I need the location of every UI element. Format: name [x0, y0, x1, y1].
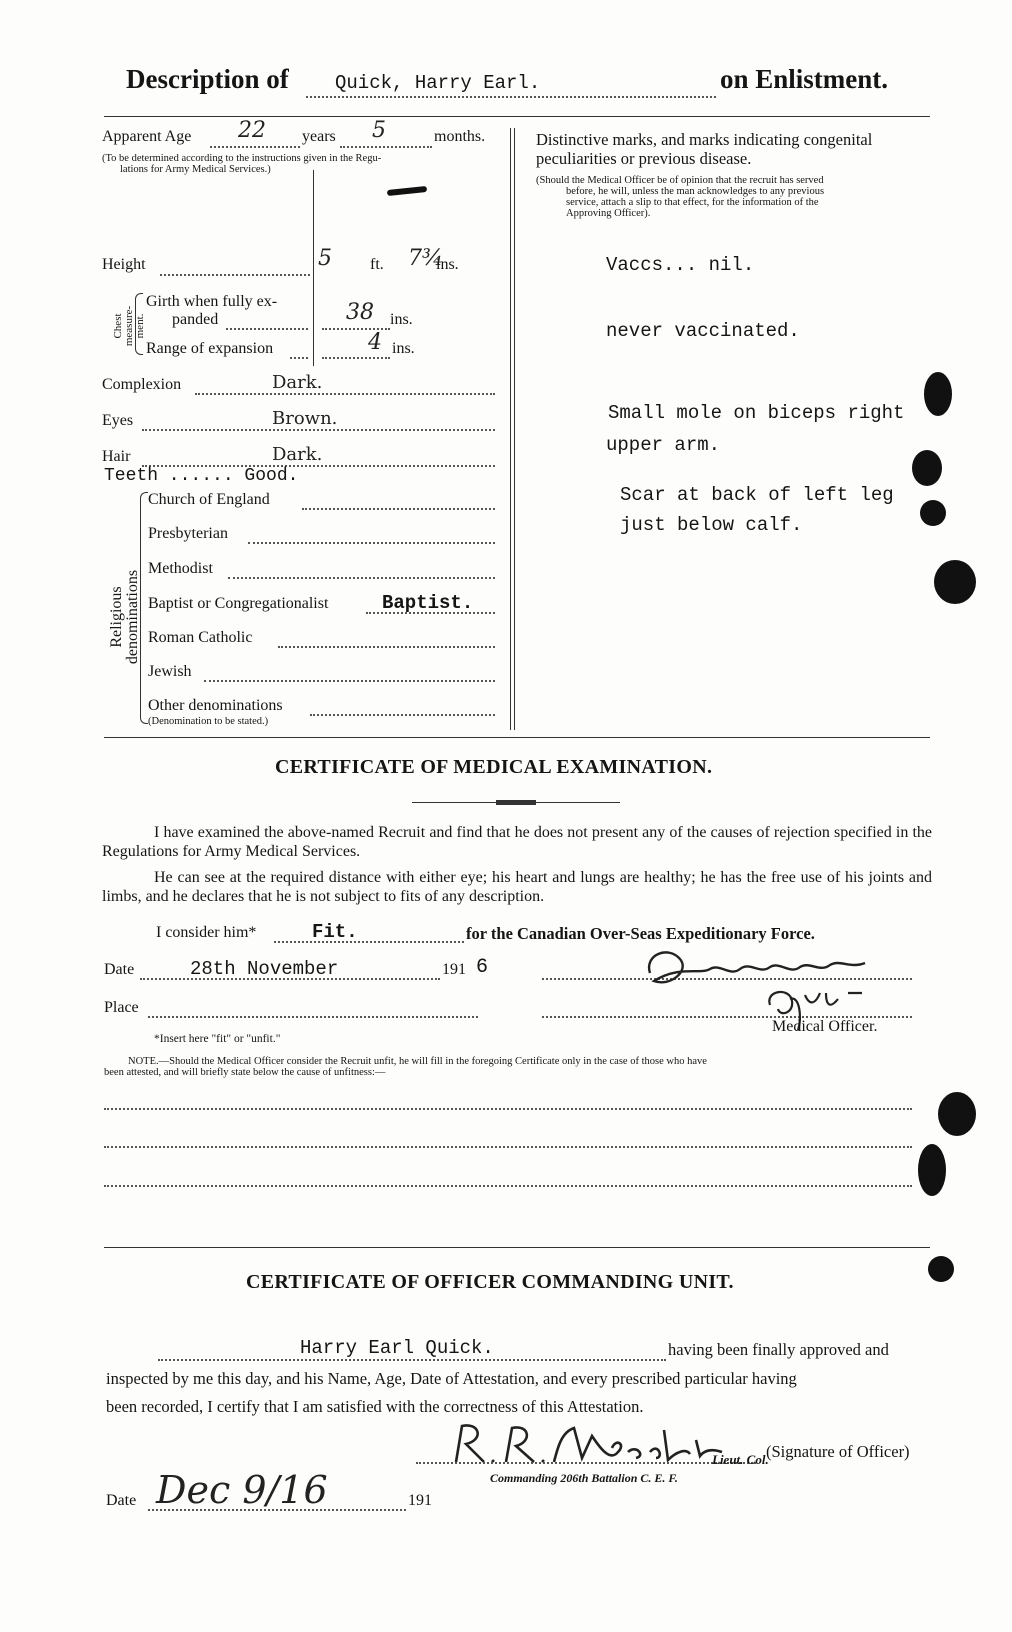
marks-line-1: Vaccs... nil.: [606, 254, 755, 276]
chest-label: Chest measure- ment.: [112, 305, 146, 347]
height-ins-value: 7¾: [408, 246, 444, 271]
punch-hole-5: [938, 1092, 976, 1136]
teeth-typed: Teeth ...... Good.: [104, 466, 299, 486]
age-months-value: 5: [372, 118, 386, 143]
medical-para-1: I have examined the above-named Recruit and find that he does not present any of the causes of rejection specified in the Regulations for Army Medical Services.: [102, 824, 932, 860]
marks-line-3: Small mole on biceps right: [608, 402, 905, 424]
measure-column-rule: [313, 170, 314, 366]
complexion-value: Dark.: [272, 372, 323, 393]
section-rule-2: [104, 1247, 930, 1248]
section-rule-1: [104, 737, 930, 738]
form-title: [0, 0, 1012, 110]
fitness-value: Fit.: [312, 921, 358, 943]
marks-line-6: just below calf.: [620, 514, 803, 536]
medical-date-value: 28th November: [190, 958, 339, 980]
eyes-value: Brown.: [272, 408, 338, 429]
commanding-officer-signature: [450, 1418, 730, 1478]
medical-officer-signature: [640, 935, 900, 1030]
girth-value: 38: [346, 300, 374, 325]
marks-line-4: upper arm.: [606, 434, 721, 456]
religion-value: Baptist.: [382, 592, 474, 614]
officer-rank: Lieut. Col.: [712, 1452, 769, 1467]
height-ft-value: 5: [318, 246, 332, 271]
marks-line-5: Scar at back of left leg: [620, 484, 894, 506]
title-prefix: Description of: [126, 64, 289, 94]
punch-hole-4: [934, 560, 976, 604]
recruit-name-typed: Quick, Harry Earl.: [335, 72, 541, 94]
punch-hole-2: [912, 450, 942, 486]
punch-hole-6: [918, 1144, 946, 1196]
punch-hole-1: [924, 372, 952, 416]
hair-value: Dark.: [272, 444, 323, 465]
unfitness-line-1: [104, 1108, 912, 1110]
commanding-title: CERTIFICATE OF OFFICER COMMANDING UNIT.: [246, 1271, 734, 1293]
punch-hole-3: [920, 500, 946, 526]
marks-line-2: never vaccinated.: [606, 320, 800, 342]
unfitness-line-3: [104, 1185, 912, 1187]
medical-year-digit: 6: [476, 956, 489, 979]
range-value: 4: [368, 330, 382, 355]
column-divider: [510, 128, 511, 730]
header-rule: [104, 116, 930, 117]
medical-title: CERTIFICATE OF MEDICAL EXAMINATION.: [275, 756, 713, 778]
medical-officer-label: Medical Officer.: [772, 1018, 878, 1035]
religion-label: Religious denominations: [108, 569, 141, 665]
medical-para-2: He can see at the required distance with either eye; his heart and lungs are healthy; he has the free use of his joints and limbs, and he declares that he is not subject to fits of any description.: [102, 869, 932, 905]
commanding-recruit-name: Harry Earl Quick.: [300, 1337, 494, 1359]
age-years-value: 22: [238, 118, 266, 143]
commanding-date-value: Dec 9/16: [156, 1468, 328, 1512]
battalion-stamp: Commanding 206th Battalion C. E. F.: [490, 1471, 678, 1485]
unfitness-line-2: [104, 1146, 912, 1148]
punch-hole-7: [928, 1256, 954, 1282]
title-suffix: on Enlistment.: [720, 64, 889, 94]
